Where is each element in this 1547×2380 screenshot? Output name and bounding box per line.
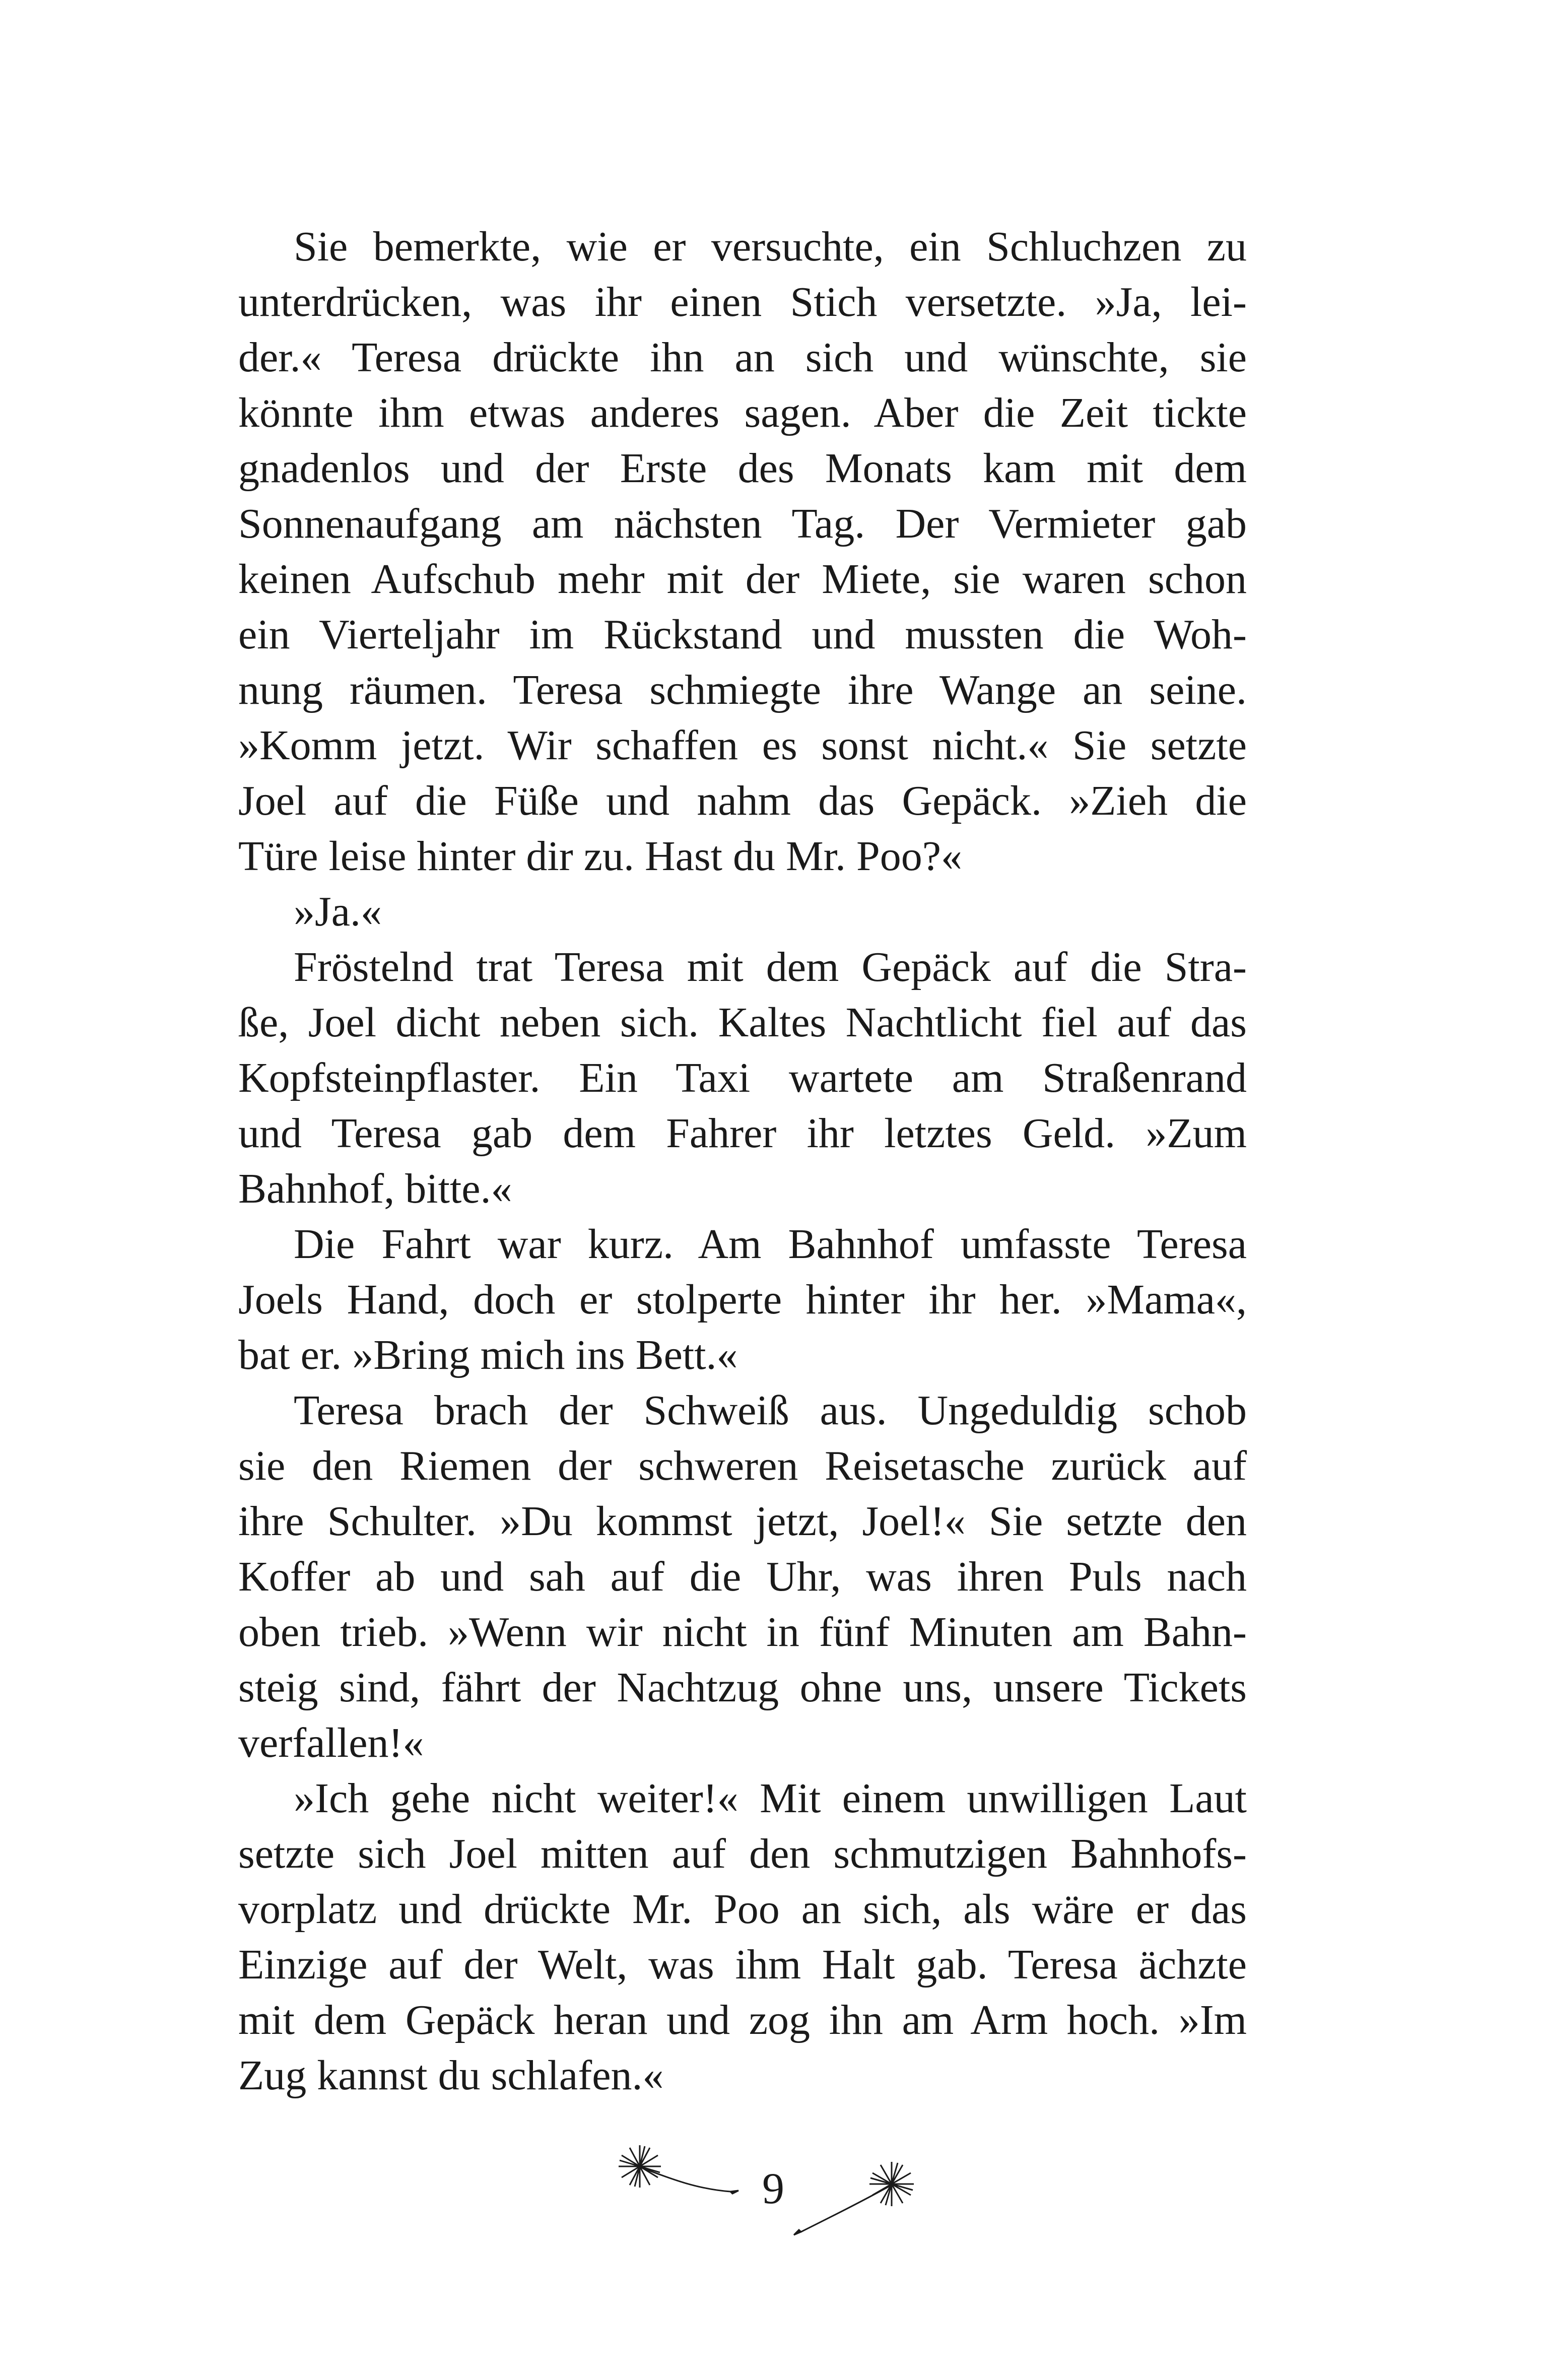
text-line: Joel auf die Füße und nahm das Gepäck. »Zieh die: [238, 777, 1247, 824]
text-line: gnadenlos und der Erste des Monats kam mit dem: [238, 445, 1247, 492]
text-line: »Ich gehe nicht weiter!« Mit einem unwilligen Laut: [294, 1775, 1247, 1822]
text-line: nung räumen. Teresa schmiegte ihre Wange an seine.: [238, 667, 1247, 713]
text-line: unterdrücken, was ihr einen Stich versetzte. »Ja, lei-: [238, 279, 1247, 325]
text-line: Die Fahrt war kurz. Am Bahnhof umfasste Teresa: [294, 1221, 1247, 1268]
text-line: Sie bemerkte, wie er versuchte, ein Schluchzen zu: [294, 223, 1247, 270]
page-number: 9: [762, 2164, 784, 2213]
text-line: bat er. »Bring mich ins Bett.«: [238, 1332, 738, 1378]
text-line: oben trieb. »Wenn wir nicht in fünf Minuten am Bahn-: [238, 1609, 1247, 1656]
text-line: Koffer ab und sah auf die Uhr, was ihren Puls nach: [238, 1553, 1247, 1600]
text-line: »Komm jetzt. Wir schaffen es sonst nicht.« Sie setzte: [238, 722, 1247, 769]
text-line: mit dem Gepäck heran und zog ihn am Arm hoch. »Im: [238, 1997, 1247, 2043]
body-text: [238, 219, 1247, 2103]
dandelion-seed-icon: [610, 2141, 761, 2219]
text-line: Bahnhof, bitte.«: [238, 1165, 512, 1212]
text-line: sie den Riemen der schweren Reisetasche zurück auf: [238, 1442, 1247, 1489]
text-line: steig sind, fährt der Nachtzug ohne uns, unsere Tickets: [238, 1664, 1247, 1711]
text-line: Fröstelnd trat Teresa mit dem Gepäck auf die Stra-: [294, 944, 1247, 990]
text-line: Türe leise hinter dir zu. Hast du Mr. Poo?«: [238, 833, 963, 880]
text-line: Sonnenaufgang am nächsten Tag. Der Vermieter gab: [238, 500, 1247, 547]
text-line: ihre Schulter. »Du kommst jetzt, Joel!« Sie setzte den: [238, 1498, 1247, 1545]
text-line: und Teresa gab dem Fahrer ihr letztes Geld. »Zum: [238, 1110, 1247, 1157]
text-line: »Ja.«: [294, 888, 382, 935]
text-line: verfallen!«: [238, 1720, 424, 1766]
dandelion-seed-icon: [771, 2156, 932, 2260]
text-line: Kopfsteinpflaster. Ein Taxi wartete am Straßenrand: [238, 1054, 1247, 1101]
text-line: Teresa brach der Schweiß aus. Ungeduldig schob: [294, 1387, 1247, 1434]
text-line: Zug kannst du schlafen.«: [238, 2052, 664, 2099]
text-line: keinen Aufschub mehr mit der Miete, sie waren schon: [238, 556, 1247, 603]
text-line: Joels Hand, doch er stolperte hinter ihr her. »Mama«,: [238, 1276, 1247, 1323]
text-line: ein Vierteljahr im Rückstand und mussten die Woh-: [238, 611, 1247, 658]
text-line: Einzige auf der Welt, was ihm Halt gab. Teresa ächzte: [238, 1941, 1247, 1988]
text-line: der.« Teresa drückte ihn an sich und wünschte, sie: [238, 334, 1247, 381]
text-line: setzte sich Joel mitten auf den schmutzigen Bahnhofs-: [238, 1830, 1247, 1877]
text-line: könnte ihm etwas anderes sagen. Aber die Zeit tickte: [238, 389, 1247, 436]
page-footer: [0, 2131, 1547, 2262]
text-line: vorplatz und drückte Mr. Poo an sich, als wäre er das: [238, 1886, 1247, 1933]
text-line: ße, Joel dicht neben sich. Kaltes Nachtlicht fiel auf das: [238, 999, 1247, 1046]
